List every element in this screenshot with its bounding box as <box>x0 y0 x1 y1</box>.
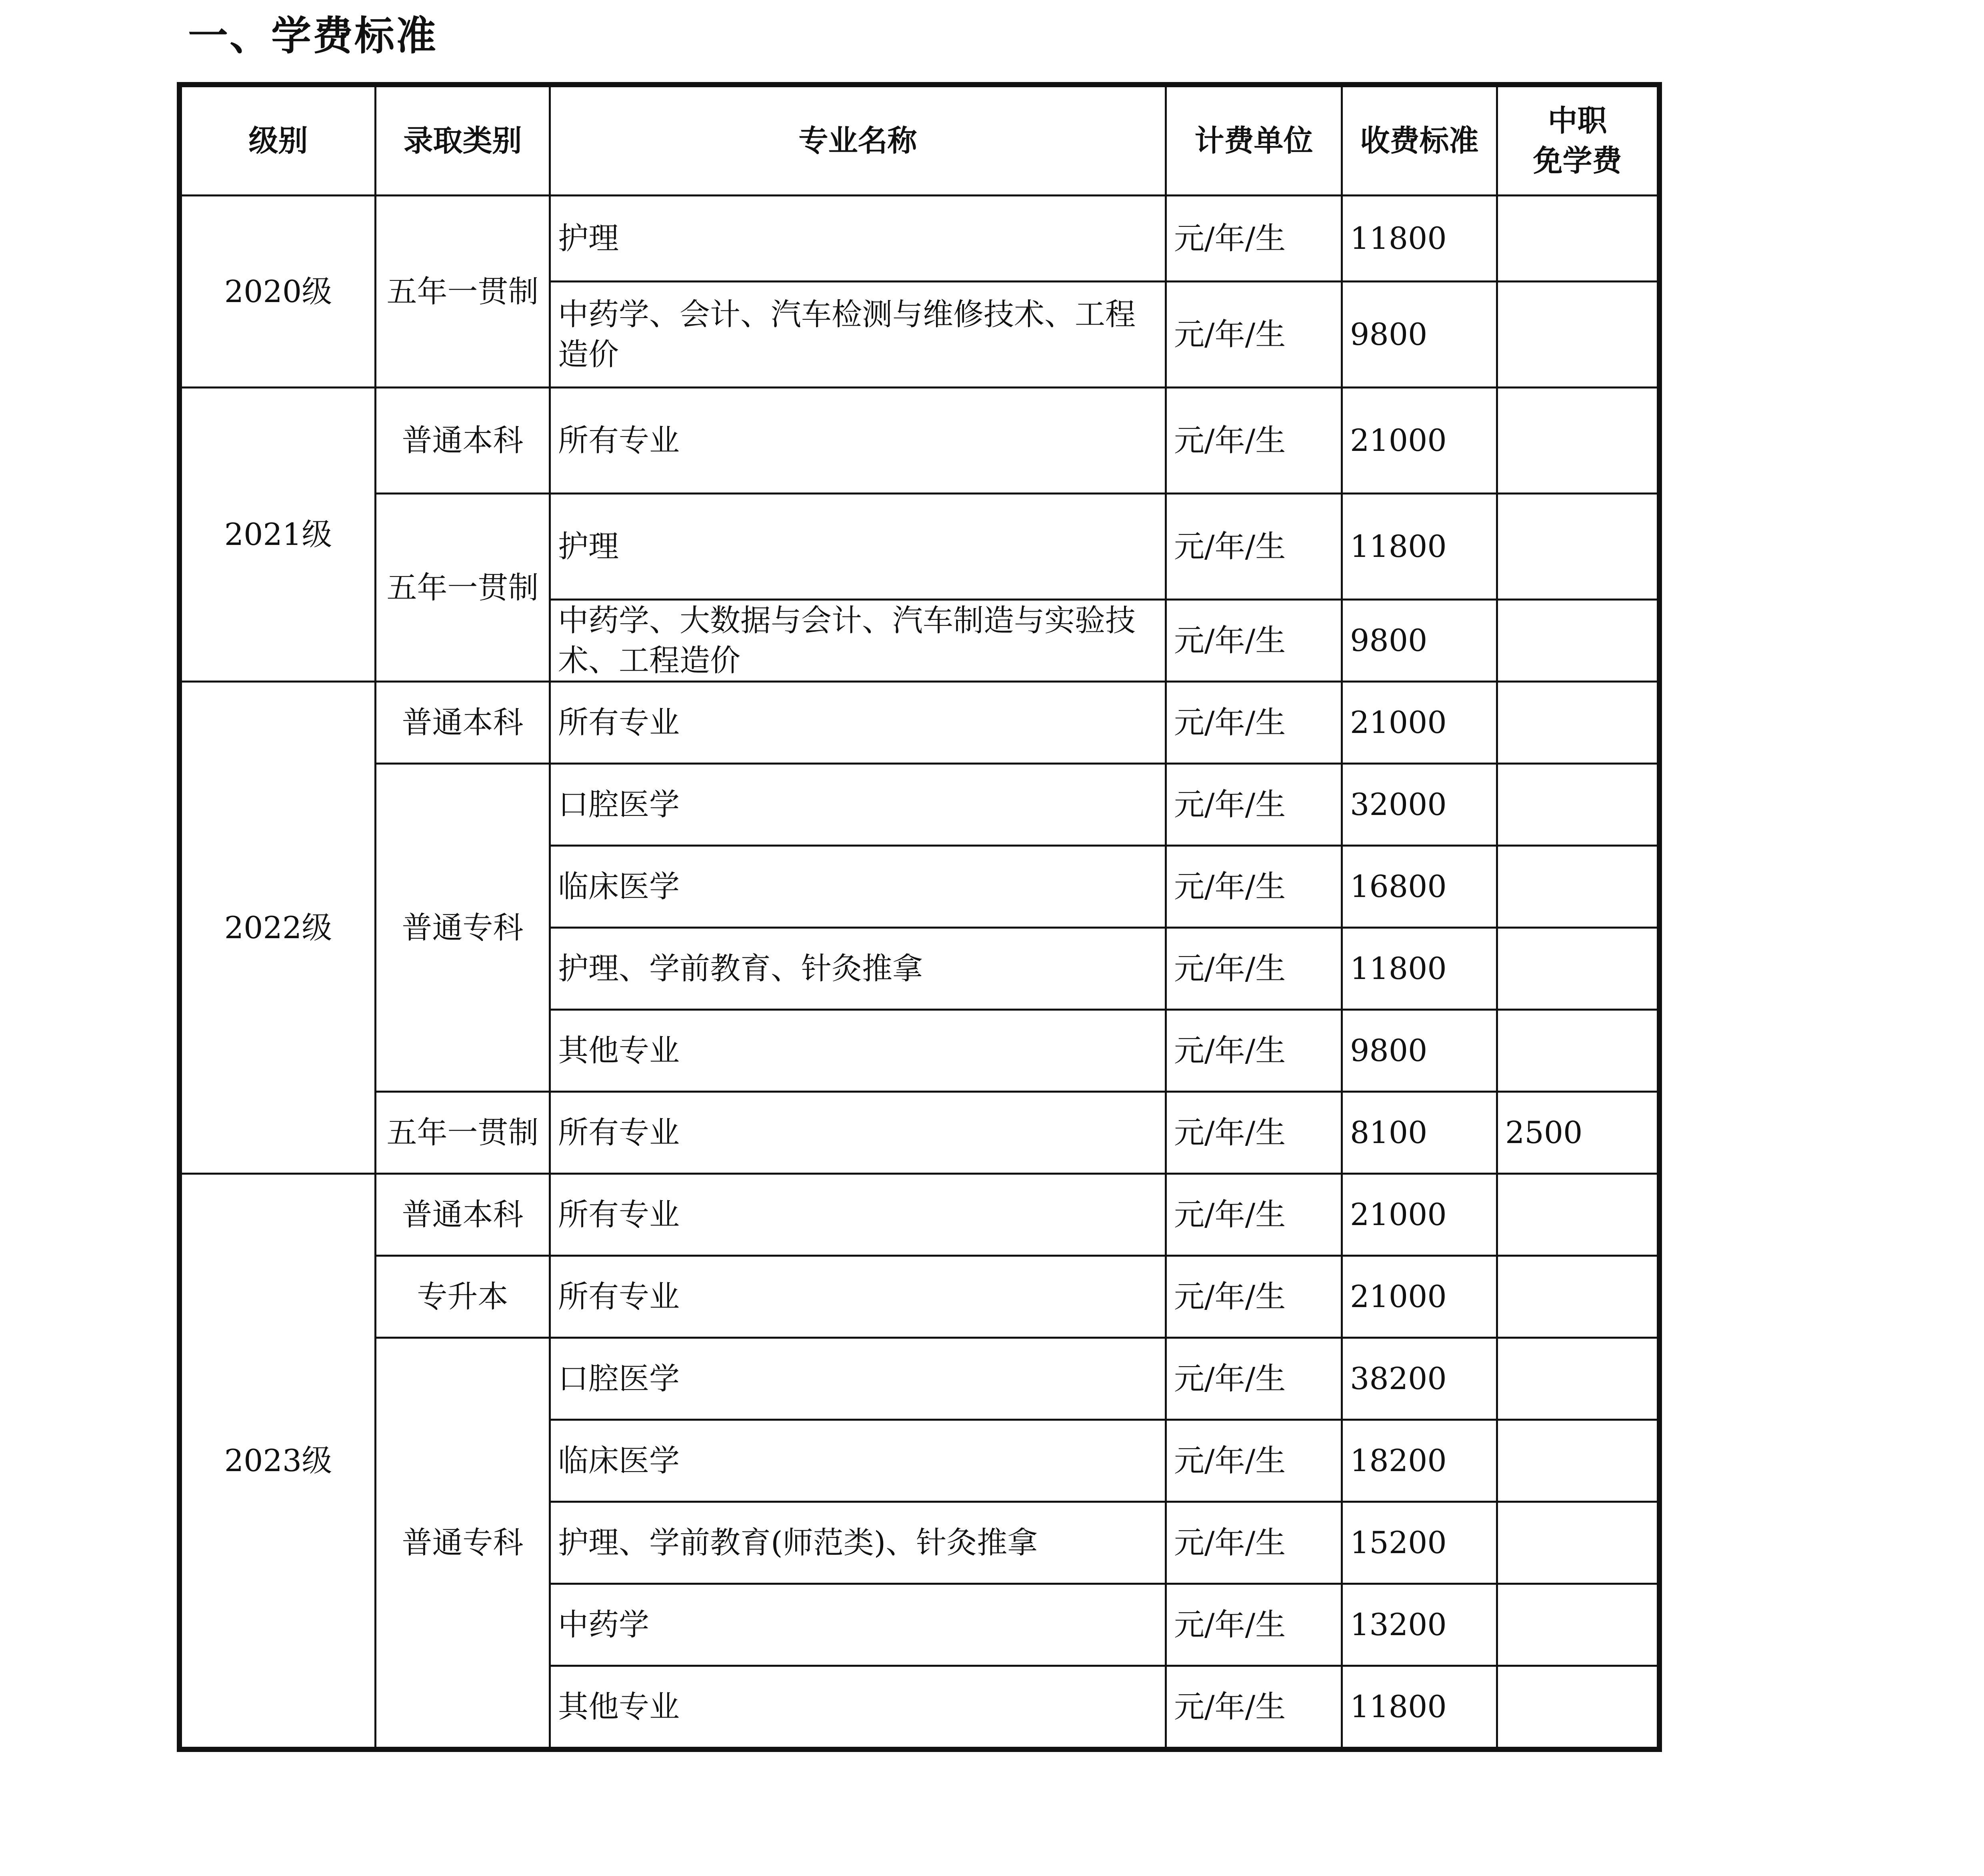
unit-cell: 元/年/生 <box>1166 764 1342 846</box>
waiver-cell <box>1497 196 1660 282</box>
unit-cell: 元/年/生 <box>1166 1584 1342 1666</box>
waiver-cell <box>1497 1584 1660 1666</box>
waiver-cell <box>1497 1420 1660 1502</box>
unit-cell: 元/年/生 <box>1166 846 1342 928</box>
unit-cell: 元/年/生 <box>1166 494 1342 600</box>
fee-cell: 9800 <box>1342 282 1497 388</box>
category-cell: 普通本科 <box>376 682 550 764</box>
category-cell: 五年一贯制 <box>376 196 550 388</box>
tuition-fee-table <box>177 82 1662 1752</box>
table-row <box>180 764 1660 846</box>
table-row <box>180 388 1660 494</box>
header-unit: 计费单位 <box>1166 85 1342 196</box>
category-cell: 五年一贯制 <box>376 494 550 682</box>
unit-cell: 元/年/生 <box>1166 1666 1342 1750</box>
header-waiver <box>1497 85 1660 196</box>
fee-cell: 13200 <box>1342 1584 1497 1666</box>
fee-cell: 21000 <box>1342 1256 1497 1338</box>
table-row <box>180 1174 1660 1256</box>
header-fee: 收费标准 <box>1342 85 1497 196</box>
major-cell: 护理 <box>550 494 1166 600</box>
major-cell: 护理 <box>550 196 1166 282</box>
category-cell: 专升本 <box>376 1256 550 1338</box>
major-cell: 口腔医学 <box>550 764 1166 846</box>
unit-cell: 元/年/生 <box>1166 682 1342 764</box>
fee-cell: 9800 <box>1342 600 1497 682</box>
category-cell: 五年一贯制 <box>376 1092 550 1174</box>
table-header-row <box>180 85 1660 196</box>
unit-cell: 元/年/生 <box>1166 600 1342 682</box>
major-cell: 其他专业 <box>550 1010 1166 1092</box>
unit-cell: 元/年/生 <box>1166 1420 1342 1502</box>
unit-cell: 元/年/生 <box>1166 282 1342 388</box>
major-cell: 所有专业 <box>550 1174 1166 1256</box>
table-row <box>180 1092 1660 1174</box>
level-cell: 2022级 <box>180 682 376 1174</box>
unit-cell: 元/年/生 <box>1166 196 1342 282</box>
unit-cell: 元/年/生 <box>1166 928 1342 1010</box>
category-cell: 普通本科 <box>376 1174 550 1256</box>
waiver-cell <box>1497 494 1660 600</box>
waiver-cell <box>1497 388 1660 494</box>
unit-cell: 元/年/生 <box>1166 1092 1342 1174</box>
category-cell: 普通专科 <box>376 764 550 1092</box>
level-cell: 2020级 <box>180 196 376 388</box>
fee-cell: 9800 <box>1342 1010 1497 1092</box>
fee-cell: 11800 <box>1342 196 1497 282</box>
major-cell: 临床医学 <box>550 1420 1166 1502</box>
major-cell: 临床医学 <box>550 846 1166 928</box>
waiver-cell <box>1497 846 1660 928</box>
major-cell: 护理、学前教育、针灸推拿 <box>550 928 1166 1010</box>
waiver-cell <box>1497 928 1660 1010</box>
waiver-cell <box>1497 1010 1660 1092</box>
waiver-cell <box>1497 282 1660 388</box>
major-cell: 中药学、会计、汽车检测与维修技术、工程造价 <box>550 282 1166 388</box>
fee-cell: 21000 <box>1342 388 1497 494</box>
major-cell: 口腔医学 <box>550 1338 1166 1420</box>
table-row <box>180 494 1660 600</box>
fee-cell: 38200 <box>1342 1338 1497 1420</box>
major-cell: 所有专业 <box>550 388 1166 494</box>
fee-cell: 21000 <box>1342 682 1497 764</box>
fee-cell: 11800 <box>1342 928 1497 1010</box>
table-row <box>180 196 1660 282</box>
unit-cell: 元/年/生 <box>1166 388 1342 494</box>
header-major: 专业名称 <box>550 85 1166 196</box>
fee-cell: 11800 <box>1342 1666 1497 1750</box>
fee-cell: 8100 <box>1342 1092 1497 1174</box>
major-cell: 其他专业 <box>550 1666 1166 1750</box>
level-cell: 2021级 <box>180 388 376 682</box>
waiver-cell <box>1497 1502 1660 1584</box>
unit-cell: 元/年/生 <box>1166 1010 1342 1092</box>
table-row <box>180 1338 1660 1420</box>
header-level: 级别 <box>180 85 376 196</box>
table-row <box>180 1256 1660 1338</box>
major-cell: 中药学 <box>550 1584 1166 1666</box>
waiver-cell <box>1497 764 1660 846</box>
table-row <box>180 682 1660 764</box>
waiver-cell <box>1497 682 1660 764</box>
fee-cell: 16800 <box>1342 846 1497 928</box>
major-cell: 所有专业 <box>550 1256 1166 1338</box>
header-category: 录取类别 <box>376 85 550 196</box>
header-waiver-line2: 免学费 <box>1533 144 1622 178</box>
fee-cell: 15200 <box>1342 1502 1497 1584</box>
unit-cell: 元/年/生 <box>1166 1502 1342 1584</box>
category-cell: 普通专科 <box>376 1338 550 1750</box>
fee-cell: 18200 <box>1342 1420 1497 1502</box>
waiver-cell <box>1497 1666 1660 1750</box>
waiver-cell: 2500 <box>1497 1092 1660 1174</box>
major-cell: 中药学、大数据与会计、汽车制造与实验技术、工程造价 <box>550 600 1166 682</box>
major-cell: 护理、学前教育(师范类)、针灸推拿 <box>550 1502 1166 1584</box>
fee-cell: 32000 <box>1342 764 1497 846</box>
unit-cell: 元/年/生 <box>1166 1256 1342 1338</box>
waiver-cell <box>1497 1174 1660 1256</box>
unit-cell: 元/年/生 <box>1166 1338 1342 1420</box>
category-cell: 普通本科 <box>376 388 550 494</box>
waiver-cell <box>1497 600 1660 682</box>
fee-cell: 21000 <box>1342 1174 1497 1256</box>
fee-cell: 11800 <box>1342 494 1497 600</box>
waiver-cell <box>1497 1338 1660 1420</box>
major-cell: 所有专业 <box>550 1092 1166 1174</box>
header-waiver-line1: 中职 <box>1548 104 1607 138</box>
level-cell: 2023级 <box>180 1174 376 1750</box>
major-cell: 所有专业 <box>550 682 1166 764</box>
unit-cell: 元/年/生 <box>1166 1174 1342 1256</box>
waiver-cell <box>1497 1256 1660 1338</box>
page-title: 一、学费标准 <box>188 12 438 59</box>
